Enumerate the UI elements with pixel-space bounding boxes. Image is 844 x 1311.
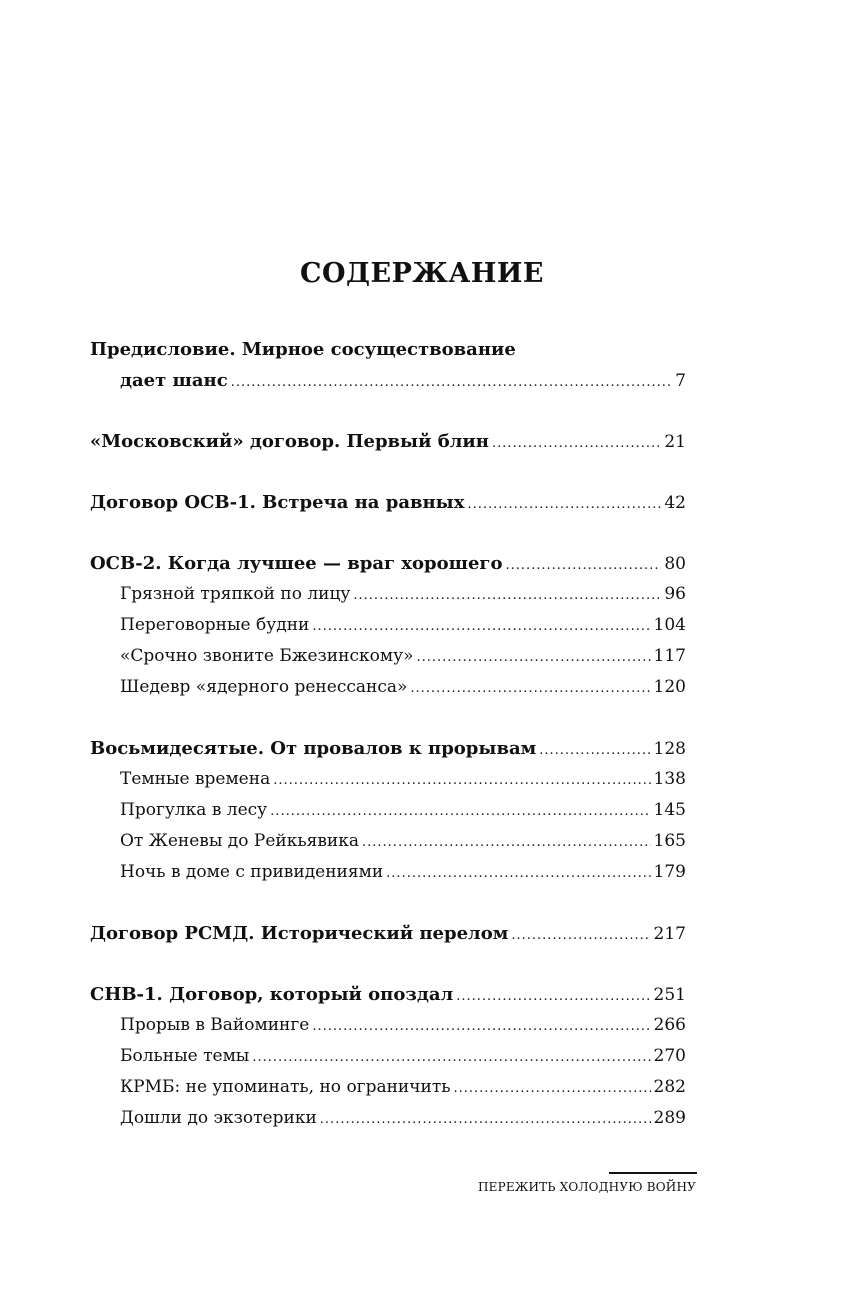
- toc-entry-title: «Срочно звоните Бжезинскому»: [120, 646, 414, 666]
- toc-entry-title: Переговорные будни: [120, 615, 310, 635]
- dot-leader: [231, 367, 672, 398]
- toc-entry-title: От Женевы до Рейкьявика: [120, 831, 360, 851]
- toc-subentry[interactable]: [90, 826, 686, 857]
- toc-entry-title: «Московский» договор. Первый блин: [90, 431, 489, 452]
- toc-page-number: 7: [675, 371, 686, 391]
- dot-leader: [362, 827, 651, 858]
- toc-section-gap: [90, 457, 686, 487]
- dot-leader: [492, 428, 661, 459]
- toc-entry-title: Дошли до экзотерики: [120, 1108, 317, 1128]
- dot-leader: [416, 642, 650, 673]
- toc-entry-title: Ночь в доме с привидениями: [120, 862, 384, 882]
- toc-entry-title: Договор ОСВ-1. Встреча на равных: [90, 492, 465, 513]
- toc-page-number: 138: [653, 769, 686, 789]
- toc-entry-title: Прорыв в Вайоминге: [120, 1015, 310, 1035]
- toc-subentry[interactable]: [90, 1041, 686, 1072]
- toc-section-gap: [90, 396, 686, 426]
- toc-section-gap: [90, 888, 686, 918]
- toc-page-number: 251: [653, 985, 686, 1005]
- toc-page-number: 217: [653, 924, 686, 944]
- toc-page-number: 21: [664, 432, 686, 452]
- dot-leader: [386, 858, 650, 889]
- toc-page-number: 96: [664, 584, 686, 604]
- dot-leader: [467, 489, 661, 520]
- toc-page-number: 145: [653, 800, 686, 820]
- toc-page-number: 104: [653, 615, 686, 635]
- toc-subentry[interactable]: [90, 1072, 686, 1103]
- toc-subentry[interactable]: [90, 857, 686, 888]
- dot-leader: [454, 1073, 651, 1104]
- toc-subentry[interactable]: [90, 579, 686, 610]
- toc-page-number: 270: [653, 1046, 686, 1066]
- toc-chapter-entry[interactable]: [90, 334, 686, 365]
- toc-chapter-entry[interactable]: [90, 548, 686, 579]
- toc-chapter-entry[interactable]: [90, 918, 686, 949]
- footer-rule: [609, 1172, 697, 1174]
- table-of-contents: [90, 334, 686, 1134]
- toc-subentry[interactable]: [90, 610, 686, 641]
- dot-leader: [353, 580, 661, 611]
- toc-chapter-entry[interactable]: [90, 426, 686, 457]
- toc-entry-title: Шедевр «ядерного ренессанса»: [120, 677, 408, 697]
- dot-leader: [505, 550, 661, 581]
- toc-entry-title: Прогулка в лесу: [120, 800, 268, 820]
- dot-leader: [270, 796, 650, 827]
- toc-subentry[interactable]: [90, 795, 686, 826]
- dot-leader: [456, 981, 650, 1012]
- toc-entry-title: Восьмидесятые. От провалов к прорывам: [90, 738, 537, 759]
- toc-subentry[interactable]: [90, 641, 686, 672]
- toc-page-number: 165: [653, 831, 686, 851]
- toc-subentry[interactable]: [90, 1103, 686, 1134]
- toc-entry-title: Предисловие. Мирное сосуществование: [90, 339, 516, 360]
- dot-leader: [539, 735, 650, 766]
- toc-entry-title: Темные времена: [120, 769, 271, 789]
- toc-page-number: 289: [653, 1108, 686, 1128]
- toc-page-number: 128: [653, 739, 686, 759]
- dot-leader: [312, 1011, 650, 1042]
- toc-chapter-entry[interactable]: [90, 733, 686, 764]
- toc-subentry[interactable]: [90, 1010, 686, 1041]
- toc-chapter-entry[interactable]: [90, 979, 686, 1010]
- toc-entry-title: Больные темы: [120, 1046, 250, 1066]
- toc-entry-title: ОСВ-2. Когда лучшее — враг хорошего: [90, 553, 503, 574]
- dot-leader: [273, 765, 650, 796]
- toc-page-number: 282: [653, 1077, 686, 1097]
- page-title: СОДЕРЖАНИЕ: [300, 258, 544, 289]
- toc-section-gap: [90, 703, 686, 733]
- toc-page-number: 117: [653, 646, 686, 666]
- toc-entry-title: дает шанс: [120, 370, 228, 391]
- running-footer-title: ПЕРЕЖИТЬ ХОЛОДНУЮ ВОЙНУ: [477, 1180, 696, 1194]
- dot-leader: [320, 1104, 651, 1135]
- toc-page-number: 120: [653, 677, 686, 697]
- toc-chapter-entry[interactable]: [90, 365, 686, 396]
- toc-page-number: 266: [653, 1015, 686, 1035]
- toc-entry-title: КРМБ: не упоминать, но ограничить: [120, 1077, 451, 1097]
- dot-leader: [312, 611, 650, 642]
- toc-chapter-entry[interactable]: [90, 487, 686, 518]
- toc-entry-title: СНВ-1. Договор, который опоздал: [90, 984, 454, 1005]
- toc-subentry[interactable]: [90, 672, 686, 703]
- toc-page-number: 42: [664, 493, 686, 513]
- toc-entry-title: Договор РСМД. Исторический перелом: [90, 923, 509, 944]
- toc-subentry[interactable]: [90, 764, 686, 795]
- toc-page-number: 179: [653, 862, 686, 882]
- toc-section-gap: [90, 949, 686, 979]
- dot-leader: [511, 920, 650, 951]
- toc-page-number: 80: [664, 554, 686, 574]
- dot-leader: [252, 1042, 650, 1073]
- toc-section-gap: [90, 518, 686, 548]
- toc-entry-title: Грязной тряпкой по лицу: [120, 584, 351, 604]
- dot-leader: [410, 673, 650, 704]
